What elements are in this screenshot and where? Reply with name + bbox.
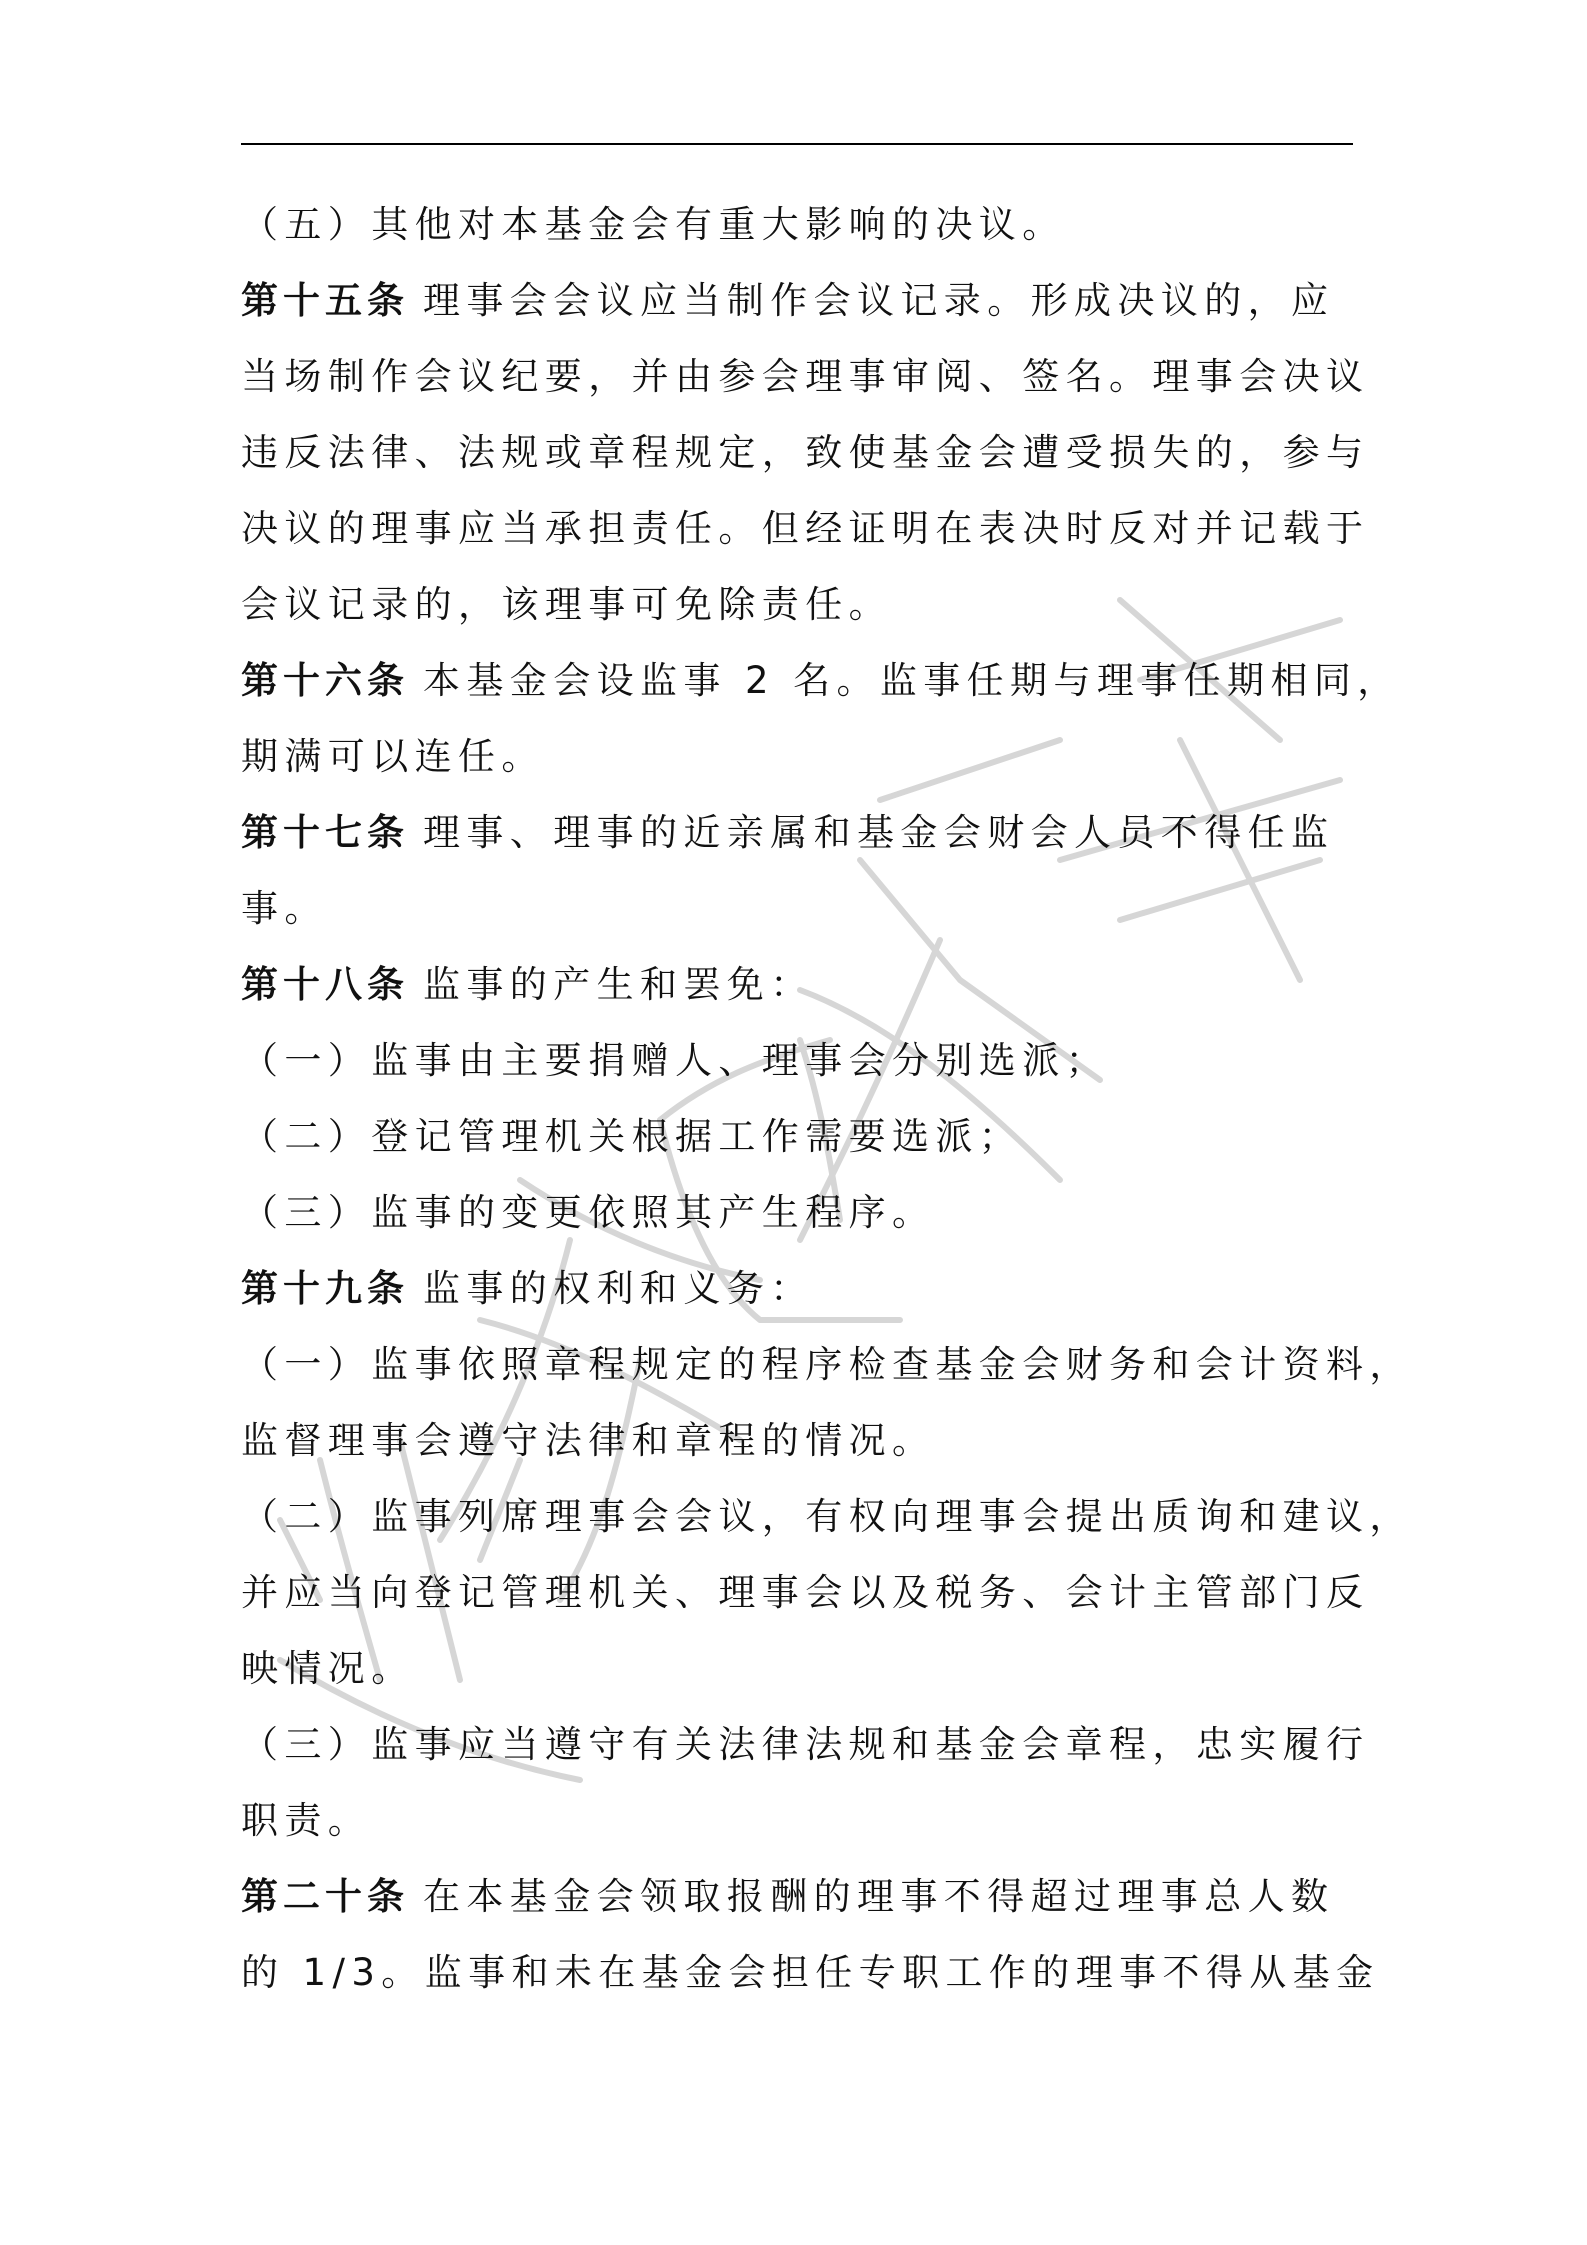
line-text: 监督理事会遵守法律和章程的情况。 xyxy=(241,1419,936,1462)
line-1 xyxy=(241,200,1066,250)
line-text: （一）监事由主要捐赠人、理事会分别选派； xyxy=(241,1039,1109,1082)
line-text: 的 1/3。监事和未在基金会担任专职工作的理事不得从基金 xyxy=(241,1951,1380,1994)
line-text: 事。 xyxy=(241,887,328,930)
line-23 xyxy=(241,1872,1334,1922)
article-number: 第十七条 xyxy=(241,811,409,854)
line-20 xyxy=(241,1644,415,1694)
line-text: 在本基金会领取报酬的理事不得超过理事总人数 xyxy=(423,1875,1335,1918)
line-text: 本基金会设监事 2 名。监事任期与理事任期相同， xyxy=(423,659,1401,702)
line-13 xyxy=(241,1112,1022,1162)
line-4 xyxy=(241,428,1369,478)
line-14 xyxy=(241,1188,935,1238)
article-number: 第二十条 xyxy=(241,1875,409,1918)
line-text: （二）登记管理机关根据工作需要选派； xyxy=(241,1115,1023,1158)
line-text: 当场制作会议纪要，并由参会理事审阅、签名。理事会决议 xyxy=(241,355,1370,398)
line-24 xyxy=(241,1948,1380,1998)
line-10 xyxy=(241,884,328,934)
line-text: （一）监事依照章程规定的程序检查基金会财务和会计资料， xyxy=(241,1343,1413,1386)
line-12 xyxy=(241,1036,1109,1086)
line-2 xyxy=(241,276,1334,326)
line-text: 职责。 xyxy=(241,1799,372,1842)
line-text: 监事的权利和义务： xyxy=(423,1267,814,1310)
article-number: 第十五条 xyxy=(241,279,409,322)
article-number: 第十九条 xyxy=(241,1267,409,1310)
article-number: 第十六条 xyxy=(241,659,409,702)
line-11 xyxy=(241,960,814,1010)
line-19 xyxy=(241,1568,1369,1618)
line-text: 违反法律、法规或章程规定，致使基金会遭受损失的，参与 xyxy=(241,431,1370,474)
line-9 xyxy=(241,808,1334,858)
line-text: 期满可以连任。 xyxy=(241,735,545,778)
line-text: （二）监事列席理事会会议，有权向理事会提出质询和建议， xyxy=(241,1495,1413,1538)
line-5 xyxy=(241,504,1369,554)
line-16 xyxy=(241,1340,1413,1390)
line-text: （五）其他对本基金会有重大影响的决议。 xyxy=(241,203,1066,246)
line-text: 理事会会议应当制作会议记录。形成决议的，应 xyxy=(423,279,1335,322)
line-text: 监事的产生和罢免： xyxy=(423,963,814,1006)
line-18 xyxy=(241,1492,1413,1542)
line-22 xyxy=(241,1796,371,1846)
line-text: 会议记录的，该理事可免除责任。 xyxy=(241,583,892,626)
line-21 xyxy=(241,1720,1369,1770)
line-8 xyxy=(241,732,545,782)
line-text: 映情况。 xyxy=(241,1647,415,1690)
line-text: （三）监事的变更依照其产生程序。 xyxy=(241,1191,936,1234)
header-rule xyxy=(241,143,1353,145)
line-7 xyxy=(241,656,1401,706)
line-3 xyxy=(241,352,1369,402)
line-text: （三）监事应当遵守有关法律法规和基金会章程，忠实履行 xyxy=(241,1723,1370,1766)
watermark-text: 业务已受理 xyxy=(240,545,321,564)
line-text: 决议的理事应当承担责任。但经证明在表决时反对并记载于 xyxy=(241,507,1370,550)
line-6 xyxy=(241,580,892,630)
line-text: 并应当向登记管理机关、理事会以及税务、会计主管部门反 xyxy=(241,1571,1370,1614)
line-17 xyxy=(241,1416,935,1466)
line-text: 理事、理事的近亲属和基金会财会人员不得任监 xyxy=(423,811,1335,854)
line-15 xyxy=(241,1264,814,1314)
article-number: 第十八条 xyxy=(241,963,409,1006)
